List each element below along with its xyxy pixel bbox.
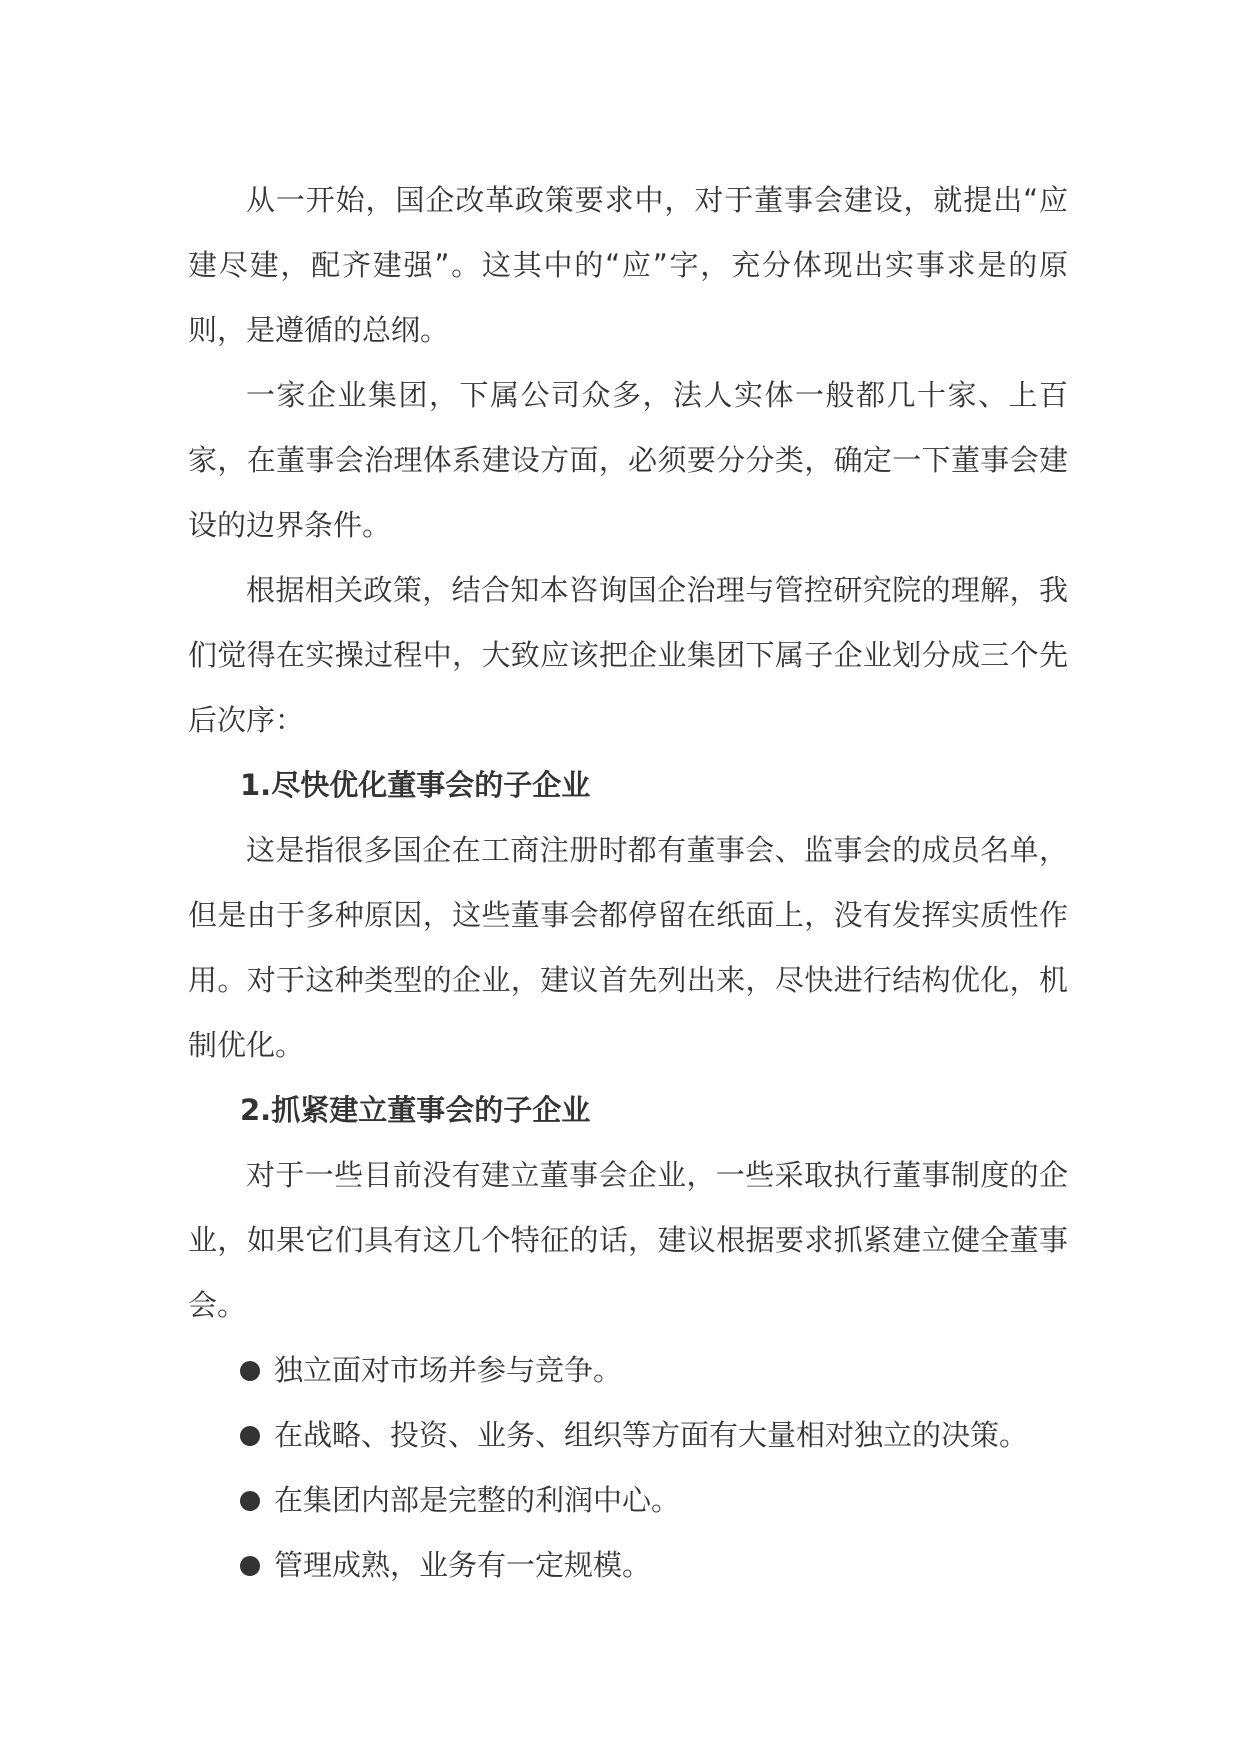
- bullet-dot-icon: [240, 1491, 260, 1511]
- section-2-paragraph: 对于一些目前没有建立董事会企业，一些采取执行董事制度的企业，如果它们具有这几个特征的话，建议根据要求抓紧建立健全董事会。: [188, 1158, 1068, 1322]
- list-item: [188, 1468, 1068, 1533]
- document-page: [188, 168, 1068, 1598]
- intro-paragraph-1: 从一开始，国企改革政策要求中，对于董事会建设，就提出“应建尽建，配齐建强”。这其中的“应”字，充分体现出实事求是的原则，是遵循的总纲。: [188, 183, 1068, 347]
- intro-paragraph-2: 一家企业集团，下属公司众多，法人实体一般都几十家、上百家，在董事会治理体系建设方面，必须要分分类，确定一下董事会建设的边界条件。: [188, 378, 1068, 542]
- bullet-dot-icon: [240, 1361, 260, 1381]
- list-item: [188, 1533, 1068, 1598]
- section-2-heading: 2.抓紧建立董事会的子企业: [240, 1093, 591, 1127]
- list-item-text: 在集团内部是完整的利润中心。: [274, 1483, 681, 1517]
- list-item-text: 在战略、投资、业务、组织等方面有大量相对独立的决策。: [274, 1418, 1029, 1452]
- list-item-text: 独立面对市场并参与竞争。: [274, 1353, 623, 1387]
- list-item: [188, 1403, 1068, 1468]
- bullet-dot-icon: [240, 1426, 260, 1446]
- list-item: [188, 1338, 1068, 1403]
- bullet-dot-icon: [240, 1556, 260, 1576]
- section-1-heading: 1.尽快优化董事会的子企业: [240, 768, 591, 802]
- feature-bullet-list: [188, 1338, 1068, 1598]
- section-1-paragraph: 这是指很多国企在工商注册时都有董事会、监事会的成员名单，但是由于多种原因，这些董事会都停留在纸面上，没有发挥实质性作用。对于这种类型的企业，建议首先列出来，尽快进行结构优化，机制优化。: [188, 833, 1068, 1062]
- list-item-text: 管理成熟，业务有一定规模。: [274, 1548, 652, 1582]
- intro-paragraph-3: 根据相关政策，结合知本咨询国企治理与管控研究院的理解，我们觉得在实操过程中，大致应该把企业集团下属子企业划分成三个先后次序：: [188, 573, 1068, 737]
